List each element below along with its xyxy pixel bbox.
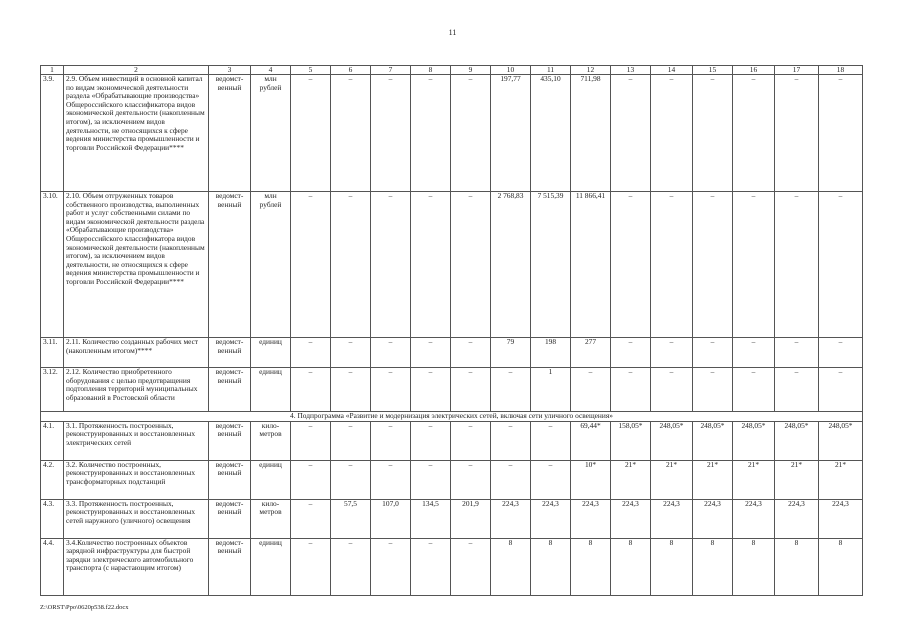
value-cell: – (371, 460, 411, 499)
value-cell: – (371, 538, 411, 595)
value-cell: 2 768,83 (491, 192, 531, 338)
value-cell: 248,05* (733, 421, 775, 460)
value-cell: – (651, 338, 693, 368)
value-cell: – (371, 421, 411, 460)
indicator-name: 2.9. Объем инвестиций в основной капитал по видам экономической деятельности раздела «Обрабатывающие производства» Общероссийского классификатора видов экономической деятельности (накопленным итогом), за исключением видов деятельности, не относящихся к сфере ведения министерства промышленности и торговли Российской Федерации**** (64, 75, 209, 192)
value-cell: – (733, 368, 775, 412)
value-cell: 224,3 (531, 499, 571, 538)
column-number: 14 (651, 66, 693, 75)
value-cell: 197,77 (491, 75, 531, 192)
value-cell: – (371, 338, 411, 368)
section-title: 4. Подпрограмма «Развитие и модернизация электрических сетей, включая сети уличного освещения» (41, 412, 863, 422)
row-number: 4.4. (41, 538, 64, 595)
value-cell: – (331, 460, 371, 499)
value-cell: – (411, 368, 451, 412)
value-cell: 711,98 (571, 75, 611, 192)
value-cell: 8 (571, 538, 611, 595)
indicator-name: 3.1. Протяженность построенных, реконструированных и восстановленных электрических сетей (64, 421, 209, 460)
table-row (41, 192, 863, 338)
value-cell: – (531, 421, 571, 460)
column-number: 11 (531, 66, 571, 75)
value-cell: 224,3 (491, 499, 531, 538)
table-row (41, 368, 863, 412)
value-cell: – (411, 421, 451, 460)
value-cell: 8 (775, 538, 819, 595)
unit: единиц (251, 538, 291, 595)
value-cell: – (651, 368, 693, 412)
value-cell: – (733, 192, 775, 338)
value-cell: 224,3 (571, 499, 611, 538)
value-cell: – (775, 338, 819, 368)
value-cell: – (371, 192, 411, 338)
row-number: 4.2. (41, 460, 64, 499)
column-number: 8 (411, 66, 451, 75)
indicator-name: 3.3. Протяженность построенных, реконструированных и восстановленных сетей наружного (уличного) освещения (64, 499, 209, 538)
value-cell: 224,3 (693, 499, 733, 538)
value-cell: – (291, 338, 331, 368)
value-cell: – (291, 538, 331, 595)
column-number: 5 (291, 66, 331, 75)
table-row (41, 421, 863, 460)
value-cell: – (451, 338, 491, 368)
value-cell: – (331, 538, 371, 595)
value-cell: – (291, 460, 331, 499)
value-cell: 224,3 (651, 499, 693, 538)
page-number: 11 (448, 28, 457, 37)
value-cell: – (491, 460, 531, 499)
column-number: 18 (819, 66, 863, 75)
file-path: Z:\ORST\Ppo\0620p538.f22.docx (40, 604, 129, 611)
value-cell: – (611, 338, 651, 368)
value-cell: 11 866,41 (571, 192, 611, 338)
value-cell: – (411, 538, 451, 595)
value-cell: – (451, 421, 491, 460)
value-cell: 248,05* (651, 421, 693, 460)
value-cell: 8 (651, 538, 693, 595)
value-cell: – (819, 338, 863, 368)
value-cell: – (693, 192, 733, 338)
value-cell: – (451, 538, 491, 595)
value-cell: 21* (611, 460, 651, 499)
value-cell: 435,10 (531, 75, 571, 192)
value-cell: – (411, 192, 451, 338)
value-cell: – (371, 75, 411, 192)
value-cell: 21* (819, 460, 863, 499)
value-cell: – (491, 368, 531, 412)
unit: единиц (251, 460, 291, 499)
value-cell: – (531, 460, 571, 499)
column-number: 3 (209, 66, 251, 75)
value-cell: – (611, 75, 651, 192)
table-row (41, 75, 863, 192)
value-cell: – (411, 460, 451, 499)
value-cell: – (331, 75, 371, 192)
value-cell: 21* (733, 460, 775, 499)
value-cell: – (331, 421, 371, 460)
value-cell: – (733, 338, 775, 368)
column-number: 13 (611, 66, 651, 75)
indicator-name: 3.4.Количество построенных объектов зарядной инфраструктуры для быстрой зарядки электрического автомобильного транспорта (с нарастающим итогом) (64, 538, 209, 595)
value-cell: – (571, 368, 611, 412)
value-cell: – (371, 368, 411, 412)
column-number: 9 (451, 66, 491, 75)
value-cell: – (411, 75, 451, 192)
value-cell: 8 (733, 538, 775, 595)
value-cell: – (451, 192, 491, 338)
value-cell: 248,05* (819, 421, 863, 460)
value-cell: – (819, 368, 863, 412)
data-source: ведомст-венный (209, 75, 251, 192)
value-cell: 134,5 (411, 499, 451, 538)
table-row (41, 338, 863, 368)
section-row (41, 412, 863, 422)
value-cell: 69,44* (571, 421, 611, 460)
column-number: 16 (733, 66, 775, 75)
value-cell: 248,05* (775, 421, 819, 460)
column-number: 17 (775, 66, 819, 75)
data-source: ведомст-венный (209, 338, 251, 368)
unit: млн рублей (251, 192, 291, 338)
row-number: 3.11. (41, 338, 64, 368)
table-row (41, 499, 863, 538)
row-number: 3.9. (41, 75, 64, 192)
column-number-row (41, 66, 863, 75)
value-cell: – (651, 192, 693, 338)
value-cell: – (331, 368, 371, 412)
indicator-name: 2.12. Количество приобретенного оборудования с целью предотвращения подтопления территорий муниципальных образований в Ростовской области (64, 368, 209, 412)
value-cell: – (291, 192, 331, 338)
data-source: ведомст-венный (209, 499, 251, 538)
indicator-name: 2.11. Количество созданных рабочих мест (накопленным итогом)**** (64, 338, 209, 368)
value-cell: 8 (819, 538, 863, 595)
column-number: 6 (331, 66, 371, 75)
data-source: ведомст-венный (209, 538, 251, 595)
column-number: 15 (693, 66, 733, 75)
value-cell: – (733, 75, 775, 192)
value-cell: 8 (693, 538, 733, 595)
value-cell: – (775, 75, 819, 192)
value-cell: – (331, 192, 371, 338)
value-cell: 8 (531, 538, 571, 595)
value-cell: 21* (693, 460, 733, 499)
value-cell: 198 (531, 338, 571, 368)
value-cell: 224,3 (611, 499, 651, 538)
value-cell: 8 (611, 538, 651, 595)
unit: единиц (251, 368, 291, 412)
row-number: 4.3. (41, 499, 64, 538)
value-cell: 224,3 (819, 499, 863, 538)
table-row (41, 538, 863, 595)
value-cell: 248,05* (693, 421, 733, 460)
value-cell: – (451, 460, 491, 499)
value-cell: – (693, 75, 733, 192)
unit: млн рублей (251, 75, 291, 192)
value-cell: – (411, 338, 451, 368)
value-cell: 201,9 (451, 499, 491, 538)
value-cell: 107,0 (371, 499, 411, 538)
table-row (41, 460, 863, 499)
value-cell: – (291, 368, 331, 412)
column-number: 7 (371, 66, 411, 75)
value-cell: – (611, 192, 651, 338)
value-cell: – (775, 368, 819, 412)
value-cell: 277 (571, 338, 611, 368)
value-cell: – (291, 421, 331, 460)
value-cell: – (291, 499, 331, 538)
value-cell: – (651, 75, 693, 192)
value-cell: 224,3 (733, 499, 775, 538)
value-cell: – (819, 75, 863, 192)
row-number: 4.1. (41, 421, 64, 460)
unit: кило-метров (251, 499, 291, 538)
indicator-name: 3.2. Количество построенных, реконструированных и восстановленных трансформаторных подстанций (64, 460, 209, 499)
value-cell: – (451, 75, 491, 192)
value-cell: – (491, 421, 531, 460)
value-cell: – (819, 192, 863, 338)
value-cell: 224,3 (775, 499, 819, 538)
value-cell: – (331, 338, 371, 368)
value-cell: 8 (491, 538, 531, 595)
unit: единиц (251, 338, 291, 368)
value-cell: 79 (491, 338, 531, 368)
value-cell: – (693, 338, 733, 368)
value-cell: – (775, 192, 819, 338)
column-number: 4 (251, 66, 291, 75)
value-cell: 1 (531, 368, 571, 412)
value-cell: – (291, 75, 331, 192)
value-cell: – (451, 368, 491, 412)
column-number: 1 (41, 66, 64, 75)
indicators-table (40, 65, 863, 596)
value-cell: 57,5 (331, 499, 371, 538)
value-cell: 21* (775, 460, 819, 499)
data-source: ведомст-венный (209, 368, 251, 412)
data-source: ведомст-венный (209, 192, 251, 338)
indicator-name: 2.10. Объем отгруженных товаров собственного производства, выполненных работ и услуг собственными силами по видам экономической деятельности раздела «Обрабатывающие производства» Общероссийского классификатора видов экономической деятельности (накопленным итогом), за исключением видов деятельности, не относящихся к сфере ведения министерства промышленности и торговли Российской Федерации**** (64, 192, 209, 338)
column-number: 2 (64, 66, 209, 75)
data-source: ведомст-венный (209, 421, 251, 460)
value-cell: 158,05* (611, 421, 651, 460)
column-number: 10 (491, 66, 531, 75)
value-cell: 10* (571, 460, 611, 499)
row-number: 3.10. (41, 192, 64, 338)
value-cell: – (693, 368, 733, 412)
unit: кило-метров (251, 421, 291, 460)
value-cell: 21* (651, 460, 693, 499)
column-number: 12 (571, 66, 611, 75)
row-number: 3.12. (41, 368, 64, 412)
value-cell: – (611, 368, 651, 412)
value-cell: 7 515,39 (531, 192, 571, 338)
data-source: ведомст-венный (209, 460, 251, 499)
